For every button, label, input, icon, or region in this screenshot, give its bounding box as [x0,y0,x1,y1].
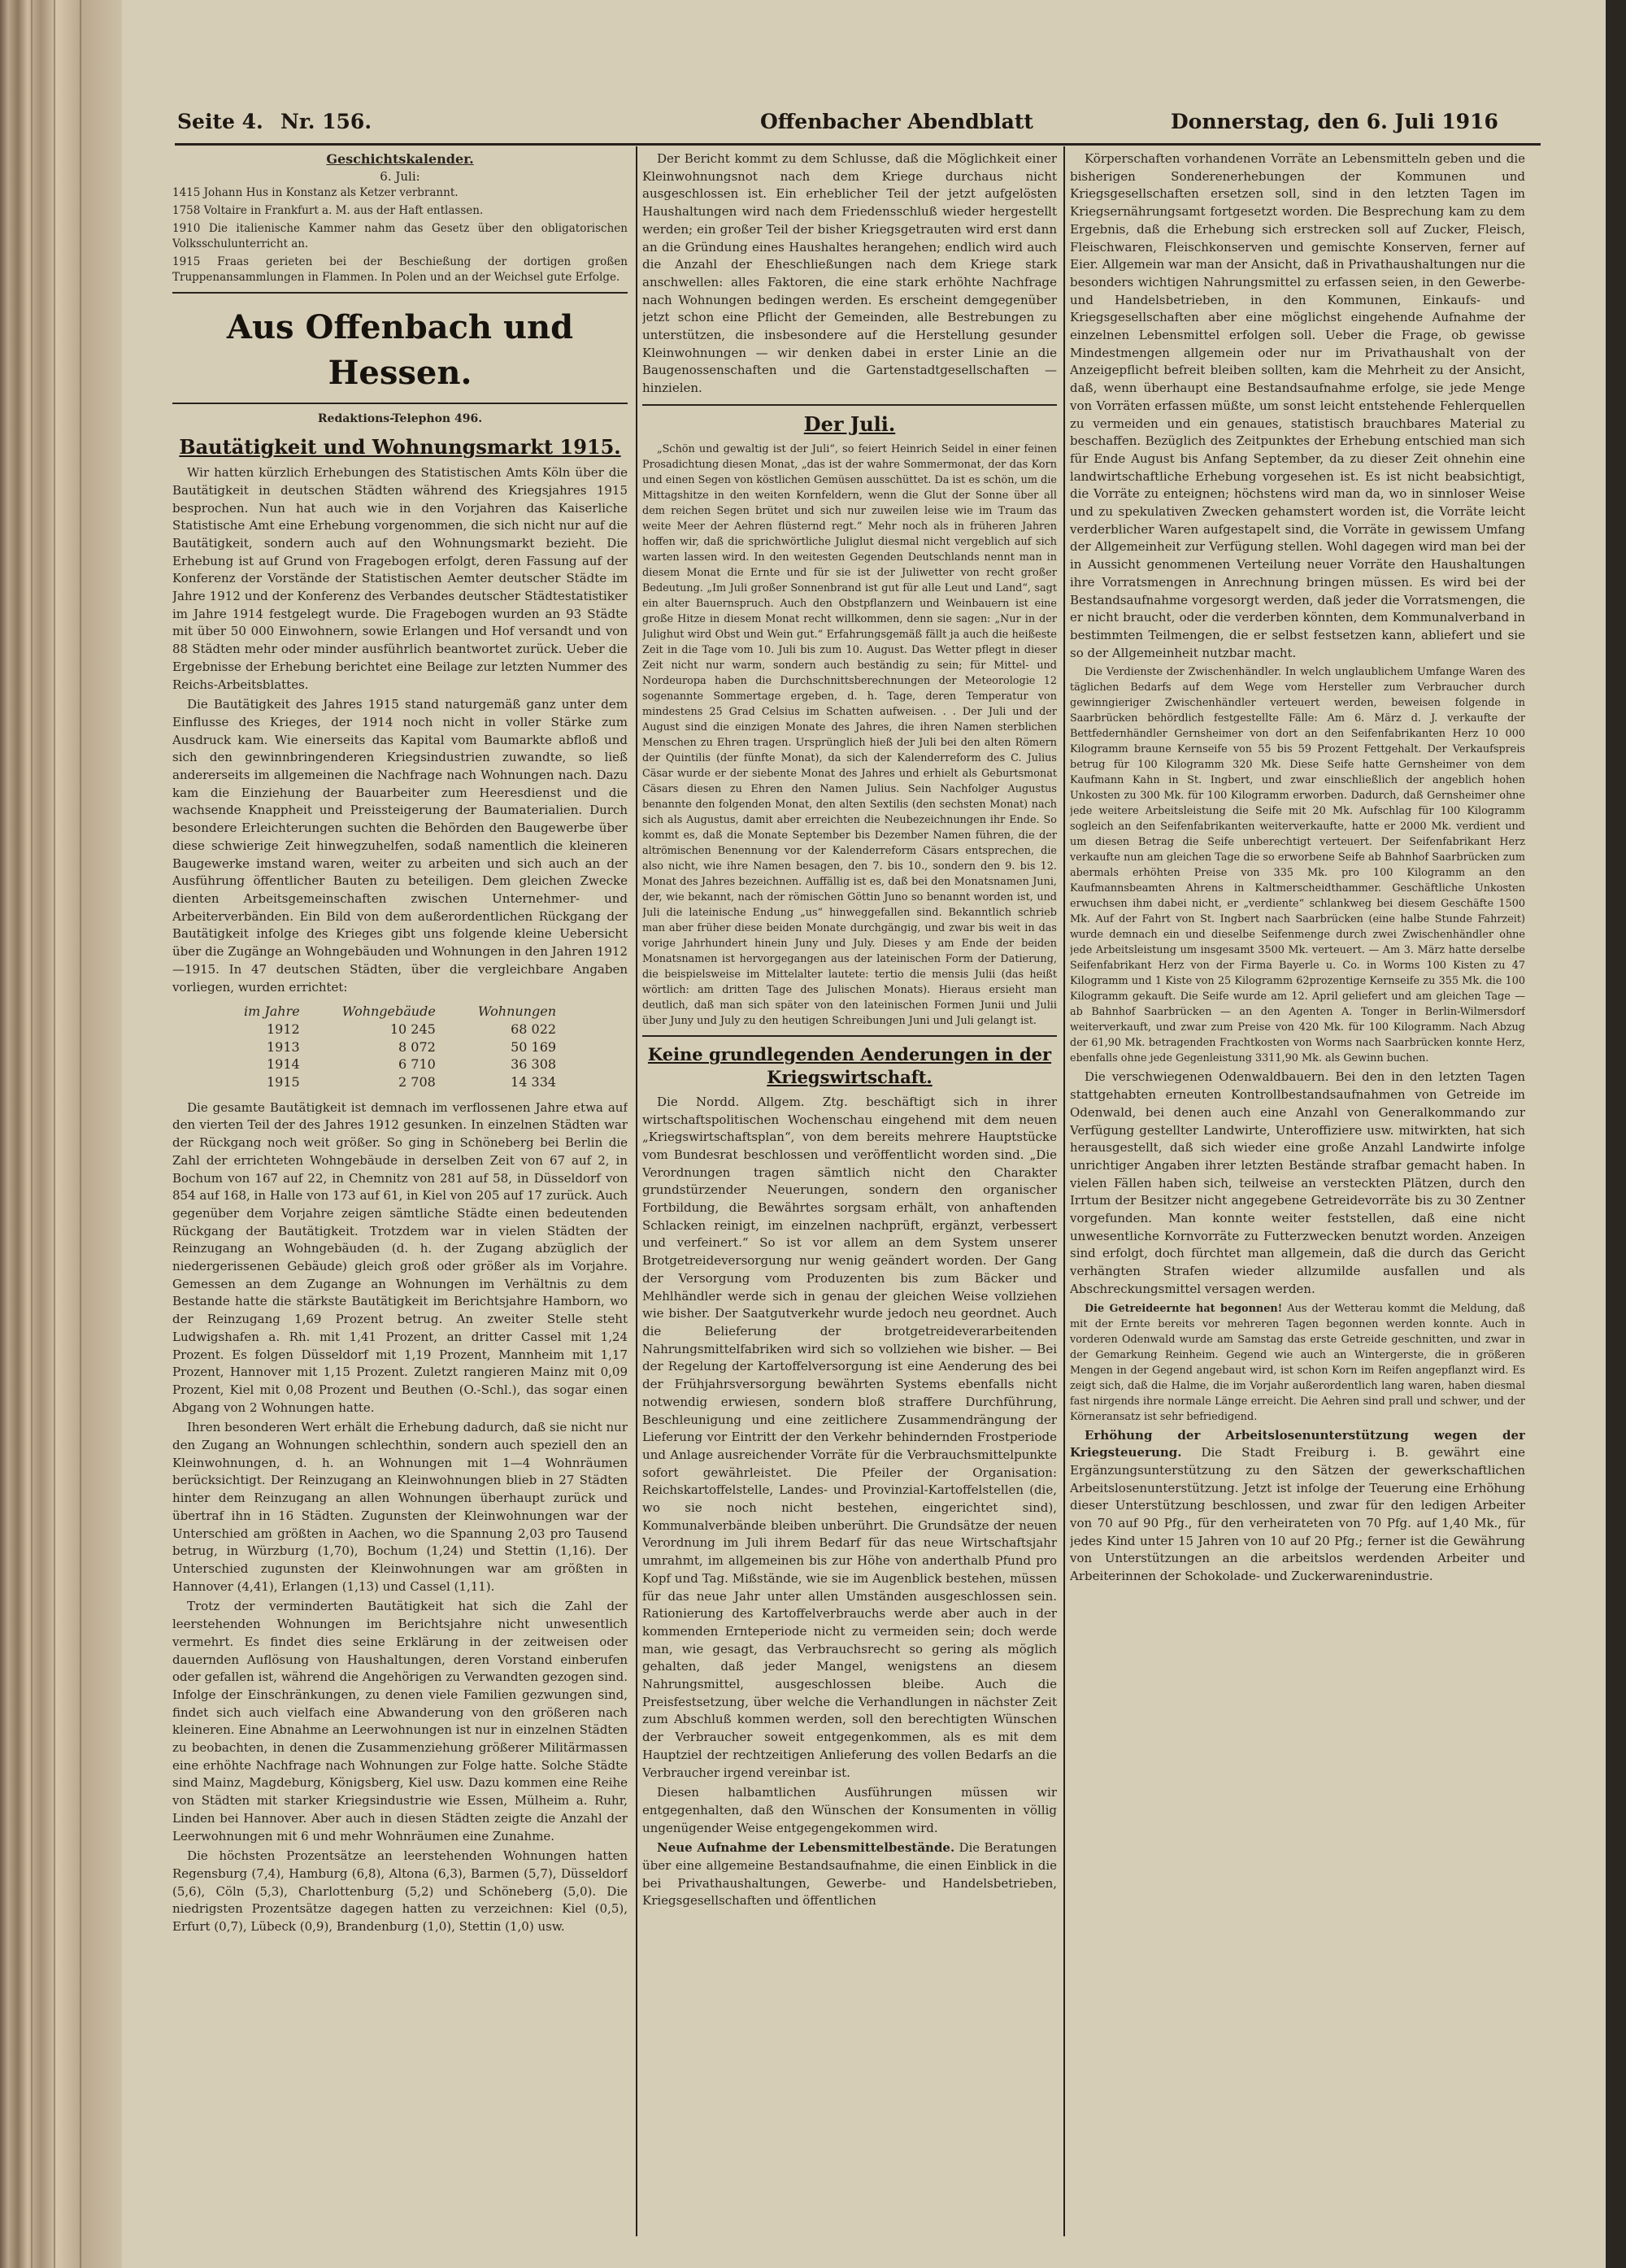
section-rule [172,292,628,294]
table-header: im Jahre [243,1003,300,1020]
paragraph: Der Bericht kommt zu dem Schlusse, daß die Möglichkeit einer Kleinwohnungsnot nach dem Kriege durchaus nicht ausgeschlossen ist. Ein erheblicher Teil der jetzt aufgelösten Haushaltungen wird nach dem Friedensschluß wieder hergestellt werden; ein großer Teil der bisher Kriegsgetrauten wird erst dann an die Gründung eines Haushaltes herangehen; endlich wird auch die Anzahl der Eheschließungen nach dem Kriege stark anschwellen: alles Faktoren, die eine stark erhöhte Nachfrage nach Wohnungen bedingen werden. Es erscheint demgegenüber jetzt schon eine Pflicht der Gemeinden, alle Bestrebungen zu unterstützen, die insbesondere auf die Herstellung gesunder Kleinwohnungen — wir denken dabei in erster Linie an die Baugenossenschaften und die Gartenstadtgesellschaften — hinzielen. [642,151,1057,396]
paragraph: Körperschaften vorhandenen Vorräte an Lebensmitteln geben und die bisherigen Sonderenerhebungen der Kommunen und Kriegsgesellschaften ersetzen soll, sind in den letzten Tagen im Kriegsernährungsamt fortgesetzt worden. Die Besprechung kam zu dem Ergebnis, daß die Erhebung sich erstrecken soll auf Zucker, Fleisch, Fleischwaren, Fleischkonserven und gemischte Konserven, ferner auf Eier. Allgemein war man der Ansicht, daß in Privathaushaltungen nur die besonders wichtigen Nahrungsmittel zu erfassen seien, in den Gewerbe- und Handelsbetrieben, in den Kommunen, Einkaufs- und Kriegsgesellschaften aber eine möglichst eingehende Aufnahme der einzelnen Lebensmittel erfolgen soll. Ueber die Frage, ob gewisse Mindestmengen allgemein oder nur im Privathaushalt von der Anzeigepflicht befreit bleiben sollten, kam die Mehrheit zu der Ansicht, daß, wenn überhaupt eine Bestandsaufnahme erfolge, sie jede Menge von Vorräten erfassen müßte, um sonst leicht entstehende Fehlerquellen zu vermeiden und ein genaues, statistisch brauchbares Material zu beschaffen. Bezüglich des Zeitpunktes der Erhebung entschied man sich für Ende August bis Anfang September, da zu dieser Zeit ohnehin eine landwirtschaftliche Erhebung vorgesehen ist. Es ist nicht beabsichtigt, die Vorräte zu enteignen; höchstens wird man da, wo in sinnloser Weise und zu spekulativen Zwecken gehamstert worden ist, die Vorräte leicht verderblicher Waren aufgestapelt sind, die Vorräte in gewissem Umfang der Allgemeinheit zur Verfügung stellen. Wohl dagegen wird man bei der in Aussicht genommenen Verteilung neuer Vorräte den Haushaltungen ihre Vorratsmengen in Anrechnung bringen müssen. Es wird bei der Bestandsaufnahme vorgesorgt werden, daß jeder die Vorratsmengen, die er nicht braucht, oder die verderben könnten, dem Kommunalverband in bestimmten Teilmengen, die er selbst festsetzen kann, abliefert und sie so der Allgemeinheit nutzbar macht. [1070,151,1525,660]
subheading: Neue Aufnahme der Lebensmittelbestände. [657,1840,955,1856]
table-cell: 1915 [266,1074,300,1090]
paragraph: Die Bautätigkeit des Jahres 1915 stand naturgemäß ganz unter dem Einflusse des Krieges, der 1914 noch nicht in voller Stärke zum Ausdruck kam. Wie einerseits das Kapital vom Baumarkte abfloß und sich den gewinnbringenderen Kriegsindustrien zuwandte, so ließ andererseits im allgemeinen die Nachfrage nach Wohnungen nach. Dazu kam die Einziehung der Bauarbeiter zum Heeresdienst und die wachsende Knappheit und Preissteigerung der Baumaterialien. Durch besondere Erleichterungen suchten die Behörden den Baugewerbe über diese schwierige Zeit hinwegzuhelfen, sodaß namentlich die kleineren Baugewerke imstand waren, weiter zu arbeiten und sich auch an der Ausführung öffentlicher Bauten zu beteiligen. Dem gleichen Zwecke dienten Arbeitsgemeinschaften zwischen Unternehmer- und Arbeiterverbänden. Ein Bild von dem außerordentlichen Rückgang der Bautätigkeit infolge des Krieges gibt uns folgende kleine Uebersicht über die Zugänge an Wohngebäuden und Wohnungen in den Jahren 1912—1915. In 47 deutschen Städten, über die vergleichbare Angaben vorliegen, wurden errichtet: [172,697,628,995]
table-cell: 1914 [266,1056,300,1073]
paragraph: „Schön und gewaltig ist der Juli“, so feiert Heinrich Seidel in einer feinen Prosadichtung diesen Monat, „das ist der wahre Sommermonat, der das Korn und einen Segen von köstlichen Gemüsen ausschüttet. Da ist es schön, um die Mittagshitze in den weiten Kornfeldern, wenn die Glut der Sonne über all dem reichen Segen brütet und sich nur zuweilen leise wie im Traum das weite Meer der Aehren flüsternd regt.“ Mehr noch als in früheren Jahren hoffen wir, daß die sprichwörtliche Juliglut diesmal nicht vergeblich auf sich warten lassen wird. In den weitesten Gegenden Deutschlands nennt man in diesem Monat die Ernte und für sie ist der Juliwetter von recht großer Bedeutung. „Im Juli großer Sonnenbrand ist gut für alle Leut und Land“, sagt ein alter Bauernspruch. Auch den Obstpflanzern und Weinbauern ist eine große Hitze in diesem Monat recht willkommen, denn sie sagen: „Nur in der Julighut wird Obst und Wein gut.“ Erfahrungsgemäß fällt ja auch die heißeste Zeit in die Tage vom 10. Juli bis zum 10. August. Das Wetter pflegt in dieser Zeit nicht nur warm, sondern auch beständig zu sein; für Mittel- und Nordeuropa haben die Durchschnittsberechnungen der Meteorologie 12 sogenannte Sommertage ergeben, d. h. Tage, deren Temperatur von mindestens 25 Grad Celsius im Schatten aufweisen. . . Der Juli und der August sind die einzigen Monate des Jahres, die ihren Namen sterblichen Menschen zu Ehren tragen. Ursprünglich hieß der Juli bei den alten Römern der Quintilis (der fünfte Monat), da sich der Kalenderreform des C. Julius Cäsar wurde er der siebente Monat des Jahres und erhielt als Geburtsmonat Cäsars diesen zu Ehren den Namen Julius. Sein Nachfolger Augustus benannte den folgenden Monat, den alten Sextilis (den sechsten Monat) nach sich als Augustus, damit aber erreichten die Neubezeichnungen ihr Ende. So kommt es, daß die Monate September bis Dezember Namen führen, die der altrömischen Benennung vor der Kalenderreform Cäsars entsprechen, die also nicht, wie ihre Namen besagen, den 7. bis 10., sondern den 9. bis 12. Monat des Jahres bezeichnen. Auffällig ist es, daß bei den Monatsnamen Juni, der, wie bekannt, nach der römischen Göttin Juno so benannt worden ist, und Juli die lateinische Endung „us“ hinweggefallen sind. Bekanntlich schrieb man aber früher diese beiden Monate durchgängig, und zwar bis weit in das vorige Jahrhundert hinein Juny und July. Dieses y am Ende der beiden Monatsnamen ist hervorgegangen aus der lateinischen Form der Datierung, die beispielsweise im Mittelalter lautete: tertio die mensis Julii (das heißt wörtlich: am dritten Tage des Julischen Monats). Hieraus ersieht man deutlich, daß man sich später von den lateinischen Formen Junii und Julii über Juny und July zu den heutigen Schreibungen Juni und Juli gelangt ist. [642,442,1057,1027]
paragraph: Trotz der verminderten Bautätigkeit hat sich die Zahl der leerstehenden Wohnungen im Berichtsjahre nicht unwesentlich vermehrt. Es findet dies seine Erklärung in der zeitweisen oder dauernden Auflösung von Haushaltungen, deren Vorstand einberufen oder gefallen ist, während die Angehörigen zu Verwandten gezogen sind. Infolge der Einschränkungen, zu denen viele Familien gezwungen sind, findet sich auch vielfach eine Abwanderung von den größeren nach kleineren. Eine Abnahme an Leerwohnungen ist nur in einzelnen Städten zu beobachten, in denen die Zusammenziehung größerer Militärmassen eine erhöhte Nachfrage nach Wohnungen zur Folge hatte. Solche Städte sind Mainz, Magdeburg, Königsberg, Kiel usw. Dazu kommen eine Reihe von Städten mit starker Kriegsindustrie wie Essen, Mülheim a. Ruhr, Linden bei Hannover. Aber auch in diesen Städten zeigte die Anzahl der Leerwohnungen mit 6 und mehr Wohnräumen eine Zunahme. [172,1599,628,1844]
table-cell: 2 708 [398,1074,436,1090]
paragraph [1070,1427,1525,1586]
paragraph: Die höchsten Prozentsätze an leerstehenden Wohnungen hatten Regensburg (7,4), Hamburg (6,8), Altona (6,3), Barmen (5,7), Düsseldorf (5,6), Cöln (5,3), Charlottenburg (5,2) und Schöneberg (5,0). Die niedrigsten Prozentsätze dagegen hatten zu verzeichnen: Kiel (0,5), Erfurt (0,7), Lübeck (0,9), Brandenburg (1,0), Stettin (1,0) usw. [172,1848,628,1935]
table-header: Wohngebäude [341,1003,436,1020]
header-rule [175,143,1541,146]
calendar-item: 1910 Die italienische Kammer nahm das Gesetz über den obligatorischen Volksschulunterricht an. [172,222,628,251]
paragraph: Diesen halbamtlichen Ausführungen müssen wir entgegenhalten, daß den Wünschen der Konsumenten in völlig ungenügender Weise entgegengekommen wird. [642,1785,1057,1835]
paragraph-text: Die Stadt Freiburg i. B. gewährt eine Ergänzungsunterstützung zu den Sätzen der gewerkschaftlichen Arbeitslosenunterstützung. Jetzt ist infolge der Teuerung eine Erhöhung dieser Unterstützung beschlossen, und zwar für den ledigen Arbeiter von 70 auf 90 Pfg., für den verheirateten von 70 Pfg. auf 1,40 Mk., für jedes Kind unter 15 Jahren von 10 auf 20 Pfg.; ferner ist die Gewährung von Unterstützungen an die arbeitslos werdenden Arbeiter und Arbeiterinnen der Schokolade- und Zuckerwarenindustrie. [1070,1445,1525,1584]
article-rule [642,404,1057,406]
table-cell: 50 169 [511,1038,557,1055]
column-2 [642,150,1057,2236]
article-title: Keine grundlegenden Aenderungen in der Kriegswirtschaft. [647,1043,1052,1087]
table-cell: 36 308 [511,1056,557,1073]
table-cell: 1912 [266,1021,300,1037]
table-row [223,1021,577,1038]
binding-line [80,0,81,2268]
table-cell: 14 334 [511,1074,557,1090]
book-binding [0,0,122,2268]
section-rule [172,403,628,404]
column-rule [636,146,637,2236]
calendar-item: 1415 Johann Hus in Konstanz als Ketzer verbrannt. [172,186,459,200]
binding-line [31,0,33,2268]
table-row [223,1038,577,1056]
article-title: Der Juli. [803,411,896,436]
page-number: Seite 4. [177,110,263,133]
calendar-title: Geschichtskalender. [326,151,474,167]
column-rule [1063,146,1065,2236]
paragraph-text: Die Beratungen über eine allgemeine Bestandsaufnahme, die einen Einblick in die bei Privathaushaltungen, Gewerbe- und Handelsbetrieben, Kriegsgesellschaften und öffentlichen [642,1840,1057,1909]
table-cell: 6 710 [398,1056,436,1073]
binding-line [54,0,55,2268]
masthead: Offenbacher Abendblatt [760,110,1033,133]
table-header-row [223,1003,577,1021]
paragraph [642,1839,1057,1910]
subheading: Die Getreideernte hat begonnen! [1085,1302,1283,1315]
section-title: Aus Offenbach und Hessen. [226,308,574,393]
paragraph: Die Nordd. Allgem. Ztg. beschäftigt sich in ihrer wirtschaftspolitischen Wochenschau eingehend mit dem neuen „Kriegswirtschaftsplan“, von dem bereits mehrere Hauptstücke vom Bundesrat beschlossen und veröffentlicht worden sind. „Die Verordnungen tragen sämtlich nicht den Charakter grundstürzender Neuerungen, sondern den organischer Fortbildung, die Bewährtes sorgsam erhält, von anhaftenden Schlacken reinigt, im einzelnen nachprüft, ergänzt, verbessert und verfeinert.“ So ist vor allem an dem System unserer Brotgetreideversorgung nur wenig geändert worden. Der Gang der Versorgung vom Produzenten bis zum Bäcker und Mehlhändler werde sich in genau der gleichen Weise vollziehen wie bisher. Der Saatgutverkehr wurde jedoch neu geordnet. Auch die Belieferung der brotgetreideverarbeitenden Nahrungsmittelfabriken wird sich so vollziehen wie bisher. — Bei der Regelung der Kartoffelversorgung ist eine Aenderung des bei der Frühjahrsversorgung bewährten Systems ebenfalls nicht notwendig erwiesen, sondern bloß straffere Durchführung, Beschleunigung und eine zeitlichere Zusammendrängung der Lieferung vor Eintritt der den Verkehr behindernden Frostperiode und Anlage ausreichender Vorräte für die Verbrauchsmittelpunkte sofort gewährleistet. Die Pfeiler der Organisation: Reichskartoffelstelle, Landes- und Provinzial-Kartoffelstellen (die, wo sie noch nicht bestehen, eingerichtet sind), Kommunalverbände bleiben unberührt. Die Grundsätze der neuen Verordnung im Juli ihrem Bedarf für das neue Wirtschaftsjahr umrahmt, im allgemeinen bis zur Höhe von anderthalb Pfund pro Kopf und Tag. Mißstände, wie sie im Augenblick bestehen, müssen für das neue Jahr unter allen Umständen ausgeschlossen sein. Rationierung des Kartoffelverbrauchs werde aber auch in der kommenden Ernteperiode nicht zu vermeiden sein; doch werde man, wie gesagt, das Verbrauchsrecht so gering als möglich gehalten, daß jeder Mangel, wenigstens an diesem Nahrungsmittel, ausgeschlossen bleibe. Auch die Preisfestsetzung, über welche die Verhandlungen in nächster Zeit zum Abschluß kommen werden, soll den berechtigten Wünschen der Verbraucher soweit entgegenkommen, als es mit dem Hauptziel der rechtzeitigen Anlieferung des vollen Bedarfs an die Verbraucher irgend vereinbar ist. [642,1094,1057,1780]
column-1 [172,150,628,2236]
table-cell: 10 245 [389,1021,436,1037]
calendar-item: 1915 Fraas gerieten bei der Beschießung der dortigen großen Truppenansammlungen in Flammen. In Polen und an der Weichsel gute Erfolge. [172,255,628,285]
paragraph: Ihren besonderen Wert erhält die Erhebung dadurch, daß sie nicht nur den Zugang an Wohnungen schlechthin, sondern auch speziell den an Kleinwohnungen, d. h. an Wohnungen mit 1—4 Wohnräumen berücksichtigt. Der Reinzugang an Kleinwohnungen blieb in 27 Städten hinter dem Reinzugang an allen Wohnungen überhaupt zurück und übertraf ihn in 16 Städten. Zugunsten der Kleinwohnungen war der Unterschied am größten in Aachen, wo die Spannung 2,03 pro Tausend betrug, in Würzburg (1,70), Bochum (1,24) und Stettin (1,16). Der Unterschied zugunsten der Kleinwohnungen war am größten in Hannover (4,41), Erlangen (1,13) und Cassel (1,11). [172,1420,628,1594]
issue-date: Donnerstag, den 6. Juli 1916 [1171,110,1498,133]
page-edge [1606,0,1626,2268]
subheading: Erhöhung der Arbeitslosenunterstützung wegen der Kriegsteuerung. [1070,1427,1525,1460]
calendar-date: 6. Juli: [380,168,420,184]
telephone-line: Redaktions-Telephon 496. [317,412,483,426]
table-cell: 1913 [266,1038,300,1055]
calendar-item: 1758 Voltaire in Frankfurt a. M. aus der Haft entlassen. [172,204,484,218]
table-header: Wohnungen [477,1003,557,1020]
paragraph: Wir hatten kürzlich Erhebungen des Statistischen Amts Köln über die Bautätigkeit in deutschen Städten während des Kriegsjahres 1915 besprochen. Nun hat auch wie in den Vorjahren das Kaiserliche Statistische Amt eine Erhebung vorgenommen, die sich nicht nur auf die Bautätigkeit, sondern auch auf den Wohnungsmarkt bezieht. Die Erhebung ist auf Grund von Fragebogen erfolgt, deren Fassung auf der Konferenz der Vorstände der Statistischen Aemter deutscher Städte im Jahre 1912 und der Konferenz des Verbandes deutscher Städtestatistiker im Jahre 1914 festgelegt wurde. Die Fragebogen wurden an 93 Städte mit über 50 000 Einwohnern, sowie Erlangen und Hof versandt und von 88 Städten mehr oder minder ausführlich beantwortet zurück. Ueber die Ergebnisse der Erhebung berichtet eine Beilage zur letzten Nummer des Reichs-Arbeitsblattes. [172,465,628,692]
paragraph-text: Aus der Wetterau kommt die Meldung, daß mit der Ernte bereits vor mehreren Tagen begonnen werden konnte. Auch in vorderen Odenwald wurde am Samstag das erste Getreide geschnitten, und zwar in der Gemarkung Reinheim. Gegend wie auch an Wintergerste, die in größeren Mengen in der Gegend angebaut wird, ist schon Korn im Reifen angepflanzt wird. Es zeigt sich, daß die Halme, die im Vorjahr außerordentlich lang waren, haben diesmal fast nirgends ihre normale Länge erreicht. Die Aehren sind prall und schwer, und der Körneransatz ist sehr befriedigend. [1070,1302,1525,1423]
construction-table [223,1003,577,1091]
table-row [223,1056,577,1073]
paragraph: Die verschwiegenen Odenwaldbauern. Bei den in den letzten Tagen stattgehabten erneuten Kontrollbestandsaufnahmen von Getreide im Odenwald, bei denen auch eine Anzahl von Generalkommando zur Verfügung gestellter Landwirte, Unteroffiziere usw. mitwirkten, hat sich herausgestellt, daß sich wieder eine große Anzahl Landwirte infolge unrichtiger Angaben ihrer letzten Bestände strafbar gemacht haben. In vielen Fällen haben sich, teilweise an versteckten Plätzen, durch den Irrtum der Besitzer nicht angegebene Getreidevorräte bis zu 30 Zentner vorgefunden. Man konnte weiter feststellen, daß eine nicht unwesentliche Kornvorräte zu Futterzwecken benutzt worden. Anzeigen sind erfolgt, doch fürchtet man allgemein, daß die durch das Gericht verhängten Strafen wieder allzumilde ausfallen und als Abschreckungsmittel versagen werden. [1070,1069,1525,1296]
issue-number: Nr. 156. [280,110,372,133]
article-title: Bautätigkeit und Wohnungsmarkt 1915. [179,435,621,459]
table-cell: 8 072 [398,1038,436,1055]
paragraph [1070,1301,1525,1425]
article-rule [642,1035,1057,1037]
paragraph: Die Verdienste der Zwischenhändler. In welch unglaublichem Umfange Waren des täglichen Bedarfs auf dem Wege vom Hersteller zum Verbraucher durch gewinngieriger Zwischenhändler verteuert werden, beweisen folgende in Saarbrücken behördlich festgestellte Fälle: Am 6. März d. J. verkaufte der Bettfedernhändler Gernsheimer von dort an den Seifenfabrikanten Herz 10 000 Kilogramm braune Kernseife von 55 bis 59 Prozent Fettgehalt. Der Verkaufspreis betrug für 100 Kilogramm 320 Mk. Diese Seife hatte Gernsheimer von dem Kaufmann Kahn in St. Ingbert, und zwar einschließlich der angeblich hohen Unkosten zu 300 Mk. für 100 Kilogramm erworben. Dadurch, daß Gernsheimer ohne jede weitere Arbeitsleistung die Seife mit 20 Mk. Aufschlag für 100 Kilogramm sogleich an den Seifenfabrikanten weiterverkaufte, hatte er 2000 Mk. verdient und um diesen Betrag die Seife unberechtigt verteuert. Der Seifenfabrikant Herz verkaufte nun am gleichen Tage die so erworbene Seife ab Bahnhof Saarbrücken zum abermals erhöhten Preise von 335 Mk. pro 100 Kilogramm an den Kaufmannsbeamten Ahrens in Kaltmerscheidthammer. Geschäftliche Unkosten erwuchsen ihm dabei nicht, er „verdiente“ schlankweg bei diesem Geschäfte 1500 Mk. Auf der Fahrt von St. Ingbert nach Saarbrücken (eine halbe Stunde Fahrzeit) wurde demnach ein und dieselbe Seifenmenge durch zwei Zwischenhändler ohne jede Arbeitsleistung um insgesamt 3500 Mk. verteuert. — Am 3. März hatte derselbe Seifenfabrikant Herz von der Firma Bayerle u. Co. in Worms 100 Kisten zu 47 Kilogramm und 1 Kiste von 25 Kilogramm 62prozentige Kernseife zu 355 Mk. die 100 Kilogramm gekauft. Die Seife wurde am 12. April geliefert und am gleichen Tage — ab Bahnhof Saarbrücken — an den Agenten A. Tonger in Berlin-Wilmersdorf weiterverkauft, und zwar zum Preise von 420 Mk. für 100 Kilogramm. Nach Abzug der 61,90 Mk. betragenden Frachtkosten von Worms nach Saarbrücken konnte Herz, ebenfalls ohne jede Gegenleistung 3311,90 Mk. als Gewinn buchen. [1070,666,1525,1065]
paragraph: Die gesamte Bautätigkeit ist demnach im verflossenen Jahre etwa auf den vierten Teil der des Jahres 1912 gesunken. In einzelnen Städten war der Rückgang noch weit größer. So ging in Schöneberg bei Berlin die Zahl der errichteten Wohngebäude in derselben Zeit von 67 auf 2, in Bochum von 167 auf 22, in Chemnitz von 281 auf 58, in Düsseldorf von 854 auf 168, in Halle von 173 auf 61, in Kiel von 205 auf 17 zurück. Auch gegenüber dem Vorjahre zeigen sämtliche Städte einen bedeutenden Rückgang der Bautätigkeit. Trotzdem war in vielen Städten der Reinzugang an Wohngebäuden (d. h. der Zugang abzüglich der niedergerissenen Gebäude) gleich groß oder größer als im Vorjahre. Gemessen an dem Zugange an Wohnungen im Verhältnis zu dem Bestande hatte die stärkste Bautätigkeit im Berichtsjahre Hamborn, wo der Reinzugang 1,69 Prozent betrug. An zweiter Stelle steht Ludwigshafen a. Rh. mit 1,41 Prozent, an dritter Cassel mit 1,24 Prozent. Es folgen Düsseldorf mit 1,19 Prozent, Mannheim mit 1,17 Prozent, Hannover mit 1,15 Prozent. Zuletzt rangieren Mainz mit 0,09 Prozent, Kiel mit 0,08 Prozent und Beuthen (O.-Schl.), das sogar einen Abgang von 2 Wohnungen hatte. [172,1099,628,1415]
table-cell: 68 022 [511,1021,557,1037]
column-3 [1070,150,1525,2236]
table-row [223,1073,577,1091]
